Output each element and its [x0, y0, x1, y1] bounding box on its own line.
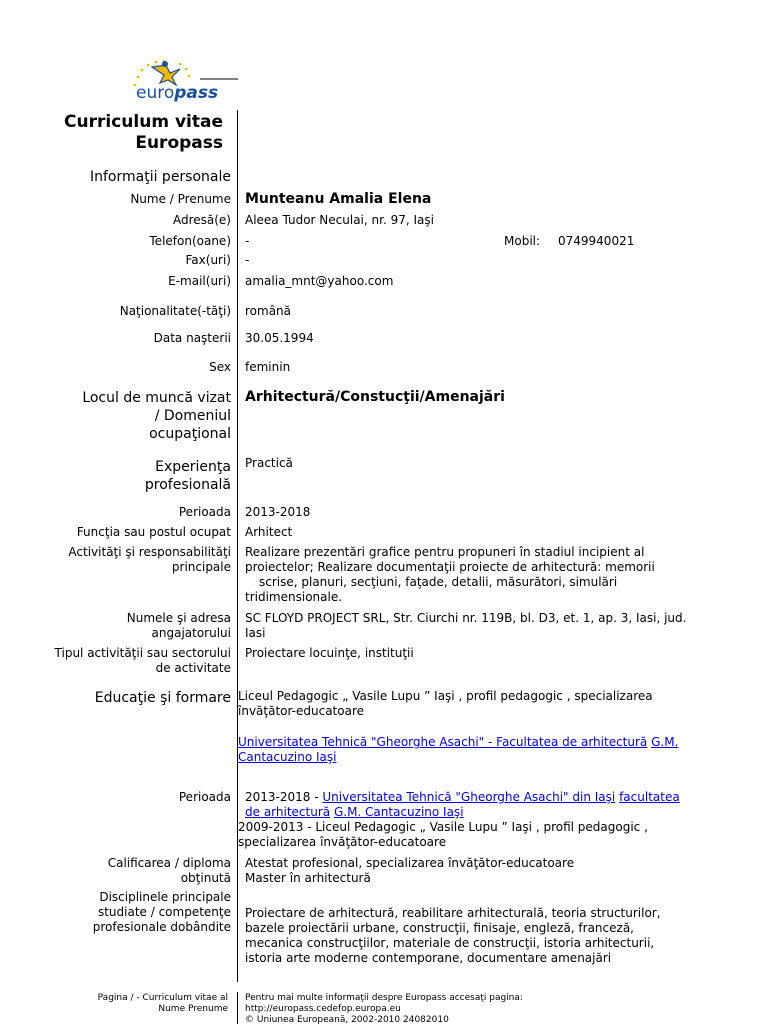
employer-label	[127, 611, 231, 641]
cv-title-line1: Curriculum vitae	[64, 112, 223, 132]
workplace-heading	[82, 389, 231, 443]
edu-period-1-text: 2013-2018 -	[245, 790, 319, 804]
edu-period-2-line1: 2009-2013 - Liceul Pedagogic „ Vasile Lupu ” Iaşi , profil pedagogic ,	[238, 820, 648, 834]
footer-right-line1: Pentru mai multe informaţii despre Europass accesaţi pagina:	[245, 993, 523, 1003]
sex-value: feminin	[245, 360, 291, 374]
sector-label-line2: de activitate	[155, 661, 231, 675]
footer-right-line2: http://europass.cedefop.europa.eu	[245, 1004, 401, 1014]
qualification-label-line1: Calificarea / diploma	[107, 856, 231, 870]
nationality-label: Naţionalitate(-tăţi)	[119, 304, 231, 318]
employer-line1: SC FLOYD PROJECT SRL, Str. Ciurchi nr. 119B, bl. D3, et. 1, ap. 3, Iasi, jud.	[245, 611, 687, 625]
edu-period-label: Perioada	[178, 790, 231, 804]
activities-line4: tridimensionale.	[245, 590, 343, 604]
phone-label: Telefon(oane)	[149, 234, 231, 248]
phone-value: -	[245, 234, 250, 248]
section-heading-personal: Informaţii personale	[89, 169, 231, 185]
edu-period-2-line2: specializarea învăţător-educatoare	[238, 835, 447, 849]
gm-link[interactable]: G.M.	[651, 735, 679, 749]
footer-divider	[237, 992, 238, 1024]
edu-university-link[interactable]: Universitatea Tehnică "Gheorghe Asachi" din Iaşi	[322, 790, 616, 804]
mobile-value: 0749940021	[558, 234, 635, 248]
footer-right-line3: © Uniunea Europeană, 2002-2010 24082010	[245, 1015, 449, 1025]
column-divider	[237, 110, 238, 982]
logo-text-euro: euro	[136, 83, 175, 103]
employer-value	[245, 611, 686, 641]
nationality-value: română	[245, 304, 292, 318]
edu-arch-link[interactable]: de arhitectură	[245, 805, 331, 819]
experience-heading-line2: profesională	[144, 477, 231, 493]
disciplines-value	[245, 906, 661, 966]
qualification-line2: Master în arhitectură	[245, 871, 371, 885]
qualification-label-line2: obţinută	[180, 871, 231, 885]
edu-faculty-link[interactable]: facultatea	[619, 790, 680, 804]
fax-value: -	[245, 253, 250, 267]
experience-heading	[145, 458, 231, 494]
activities-line3: scrise, planuri, secţiuni, faţade, detalii, măsurători, simulări	[259, 575, 618, 589]
qualification-label	[108, 856, 231, 886]
employer-label-line2: angajatorului	[151, 626, 231, 640]
education-heading: Educaţie şi formare	[94, 690, 231, 706]
workplace-heading-line1: Locul de muncă vizat	[82, 390, 231, 406]
qualification-line1: Atestat profesional, specializarea învăţător-educatoare	[245, 856, 575, 870]
disciplines-line4: istoria arte moderne contemporane, documentare amenajări	[245, 951, 612, 965]
email-label: E-mail(uri)	[168, 274, 231, 288]
footer-left-line1: Pagina / - Curriculum vitae al	[97, 993, 228, 1003]
sector-label	[55, 646, 231, 676]
university-link[interactable]: Universitatea Tehnică "Gheorghe Asachi" - Facultatea de arhitectură	[238, 735, 648, 749]
function-label: Funcţia sau postul ocupat	[76, 525, 231, 539]
education-text	[238, 689, 653, 719]
disciplines-label-line1: Disciplinele principale	[99, 890, 231, 904]
activities-line1: Realizare prezentări grafice pentru propuneri în stadiul incipient al	[245, 545, 645, 559]
footer-left-line2: Nume Prenume	[158, 1004, 228, 1014]
activities-value	[245, 545, 655, 605]
edu-period-value	[238, 790, 680, 850]
disciplines-label-line3: profesionale dobândite	[92, 920, 231, 934]
employer-line2: Iasi	[245, 626, 266, 640]
email-value: amalia_mnt@yahoo.com	[245, 274, 394, 288]
cantacuzino-link[interactable]: Cantacuzino Iaşi	[238, 750, 337, 764]
address-value: Aleea Tudor Neculai, nr. 97, Iaşi	[245, 213, 434, 227]
employer-label-line1: Numele şi adresa	[126, 611, 231, 625]
sector-label-line1: Tipul activităţii sau sectorului	[54, 646, 231, 660]
disciplines-line3: mecanica construcţiilor, materiale de construcţii, istoria arhitecturii,	[245, 936, 655, 950]
disciplines-label	[93, 890, 231, 935]
logo-text-pass: pass	[174, 83, 219, 103]
birth-value: 30.05.1994	[245, 331, 314, 345]
europass-logo	[130, 55, 240, 105]
exp-period-label: Perioada	[178, 505, 231, 519]
disciplines-label-line2: studiate / competenţe	[97, 905, 231, 919]
education-text-line1: Liceul Pedagogic „ Vasile Lupu ” Iaşi , profil pedagogic , specializarea	[238, 689, 653, 703]
cv-title-line2: Europass	[135, 133, 223, 153]
footer-right	[245, 993, 523, 1026]
edu-gm-link[interactable]: G.M. Cantacuzino Iaşi	[333, 805, 464, 819]
activities-label-line2: principale	[171, 560, 231, 574]
address-label: Adresă(e)	[172, 213, 231, 227]
university-links	[238, 735, 678, 765]
name-value: Munteanu Amalia Elena	[245, 191, 432, 207]
disciplines-line1: Proiectare de arhitectură, reabilitare arhitecturală, teoria structurilor,	[245, 906, 661, 920]
exp-period-value: 2013-2018	[245, 505, 311, 519]
footer-left	[98, 993, 228, 1015]
mobile-label: Mobil:	[504, 234, 541, 248]
experience-value: Practică	[245, 456, 293, 470]
workplace-heading-line3: ocupaţional	[149, 426, 231, 442]
cv-title	[64, 112, 223, 154]
workplace-value: Arhitectură/Constucţii/Amenajări	[245, 389, 505, 405]
disciplines-line2: bazele proiectării urbane, construcţii, finisaje, engleză, franceză,	[245, 921, 634, 935]
workplace-heading-line2: / Domeniul	[154, 408, 231, 424]
education-text-line2: învăţător-educatoare	[238, 704, 365, 718]
sex-label: Sex	[209, 360, 231, 374]
qualification-value	[245, 856, 574, 886]
activities-label-line1: Activităţi şi responsabilităţi	[68, 545, 231, 559]
fax-label: Fax(uri)	[185, 253, 231, 267]
activities-label	[68, 545, 231, 575]
birth-label: Data naşterii	[153, 331, 231, 345]
activities-line2: proiectelor; Realizare documentaţii proiecte de arhitectură: memorii	[245, 560, 655, 574]
name-label: Nume / Prenume	[130, 192, 231, 206]
function-value: Arhitect	[245, 525, 293, 539]
experience-heading-line1: Experienţa	[155, 459, 231, 475]
sector-value: Proiectare locuinţe, instituţii	[245, 646, 414, 660]
